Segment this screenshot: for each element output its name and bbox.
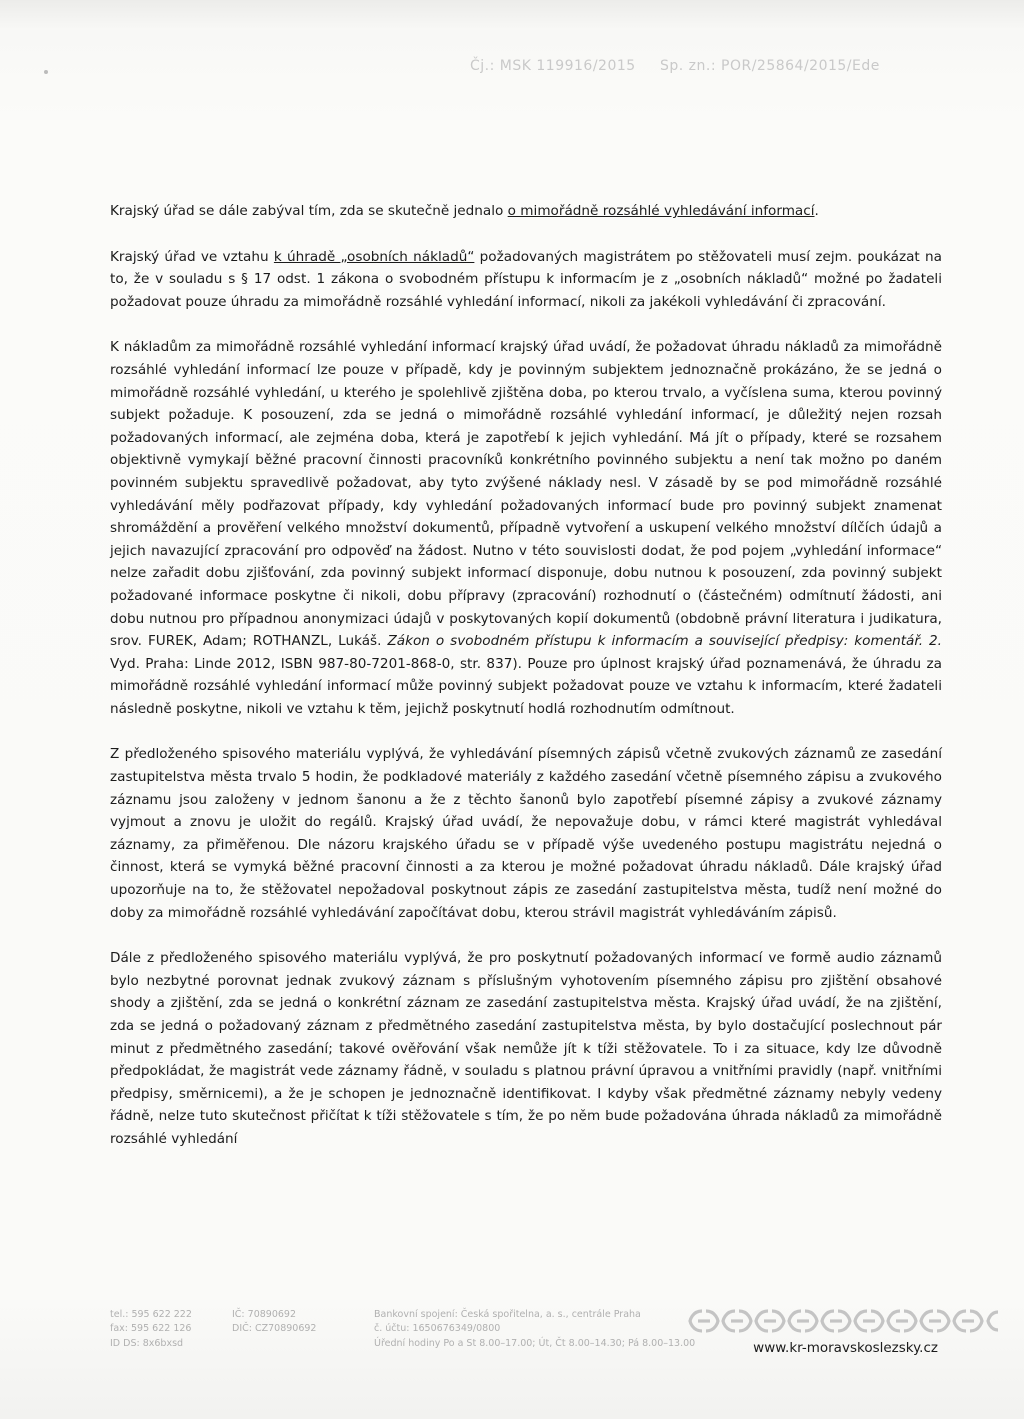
paragraph-3-citation: Zákon o svobodném přístupu k informacím a související předpisy: komentář. 2. [387,633,942,650]
paragraph-3 [110,336,942,720]
footer-office-hours: Úřední hodiny Po a St 8.00–17.00; Út, Čt 8.00–14.30; Pá 8.00–13.00 [374,1337,696,1349]
reference-number: Čj.: MSK 119916/2015 [470,58,636,74]
file-mark: Sp. zn.: POR/25864/2015/Ede [660,58,880,74]
paragraph-1-end: . [814,203,819,219]
paragraph-3-rest: Vyd. Praha: Linde 2012, ISBN 987-80-7201-868-0, str. 837). Pouze pro úplnost krajský úřad poznamenává, že úhradu za mimořádně rozsáhlé vyhledání informací může povinný subjekt požadovat pouze ve vztahu k informacím, které žadateli následně poskytne, nikoli ve vztahu k těm, jejichž poskytnutí hodlá rozhodnutím odmítnout. [110,655,942,717]
paragraph-1-text: Krajský úřad se dále zabýval tím, zda se skutečně jednalo [110,203,508,219]
paragraph-5: Dále z předloženého spisového materiálu vyplývá, že pro poskytnutí požadovaných informací ve formě audio záznamů bylo nezbytné porovnat jednak zvukový záznam s příslušným vyhotovením písemného zápisu pro zjištění obsahové shody a zjištění, zda se jedná o konkrétní záznam ze zasedání zastupitelstva města. Krajský úřad uvádí, že na zjištění, zda se jedná o požadovaný záznam z předmětného zasedání zastupitelstva města, by bylo dostačující poslechnout pár minut z předmětného zasedání; takové ověřování však nemůže jít k tíži stěžovatele. To i za situace, kdy lze důvodně předpokládat, že magistrát vede záznamy řádně, v souladu s platnou právní úpravou a vnitřními pravidly (např. vnitřními předpisy, směrnicemi), a že je schopen je jednoznačně identifikovat. I kdyby však předmětné záznamy nebyly vedeny řádně, nelze tuto skutečnost přičítat k tíži stěžovatele s tím, že po něm bude požadována úhrada nákladů za mimořádně rozsáhlé vyhledání [110,950,942,1147]
paragraph-2-underlined: k úhradě „osobních nákladů“ [273,248,475,265]
footer-account: č. účtu: 1650676349/0800 [374,1323,501,1335]
footer-data-box: ID DS: 8x6bxsd [110,1337,184,1349]
footer-bank [374,1308,695,1351]
footer-ic: IČ: 70890692 [232,1309,297,1320]
footer-contact [110,1308,192,1351]
footer-fax: fax: 595 622 126 [110,1323,192,1335]
footer-dic: DIČ: CZ70890692 [232,1323,317,1335]
paragraph-3-text: K nákladům za mimořádně rozsáhlé vyhledání informací krajský úřad uvádí, že požadovat úhradu nákladů za mimořádně rozsáhlé vyhledání informací lze pouze v případě, kdy je povinným subjektem jednoznačně prokázáno, že se jedná o mimořádně rozsáhlé vyhledání, u kterého je spolehlivě zjištěna doba, po kterou trvalo, a vyčíslena suma, kterou povinný subjekt požaduje. K posouzení, zda se jedná o mimořádně rozsáhlé vyhledání informací, je důležitý nejen rozsah požadovaných informací, ale zejména doba, která je zapotřebí k jejich vyhledání. Má jít o případy, které se rozsahem objektivně vymykají běžné pracovní činnosti pracovníků konkrétního povinného subjektu a není tak možno po daném povinném subjektu spravedlivě požadovat, aby tyto zvýšené náklady nesl. V zásadě by se pod mimořádně rozsáhlé vyhledávání měly podřazovat případy, kdy vyhledání požadovaných informací bude pro povinný subjekt znamenat shromáždění a prověření velkého množství dokumentů, případně vytvoření a uskupení velkého množství dílčích údajů a jejich navazující zpracování pro odpověď na žádost. Nutno v této souvislosti dodat, že pod pojem „vyhledání informace“ nelze zařadit dobu zjišťování, zda povinný subjekt informací disponuje, dobu nutnou k posouzení, zda povinný subjekt požadované informace poskytne či nikoli, dobu přípravy (zpracování) rozhodnutí o (částečném) odmítnutí žádosti, ani dobu nutnou pro případnou anonymizaci údajů v poskytovaných kopií dokumentů (obdobně právní literatura i judikatura, srov. FUREK, Adam; ROTHANZL, Lukáš. [110,339,942,650]
paragraph-2-rest: požadovaných magistrátem po stěžovateli musí zejm. poukázat na to, že v souladu s § 17 odst. 1 zákona o svobodném přístupu k informacím je z „osobních nákladů“ možné po žadateli požadovat pouze úhradu za mimořádně rozsáhlé vyhledání informací, nikoli za jakékoli vyhledávání či zpracování. [110,248,942,310]
website-url: www.kr-moravskoslezsky.cz [753,1340,938,1356]
paragraph-2 [110,246,942,314]
paragraph-2-text: Krajský úřad ve vztahu [110,248,274,265]
document-reference-header [0,58,1024,86]
footer-phone: tel.: 595 622 222 [110,1309,192,1320]
document-body [110,200,942,1151]
region-logo-chain-icon [688,1307,1003,1335]
paragraph-1-underlined: o mimořádně rozsáhlé vyhledávání informací [507,203,815,219]
paragraph-1 [110,200,942,223]
paragraph-4: Z předloženého spisového materiálu vyplývá, že vyhledávání písemných zápisů včetně zvukových záznamů ze zasedání zastupitelstva města trvalo 5 hodin, že podkladové materiály z každého zasedání včetně písemného zápisu a zvukového záznamu jsou založeny v jednom šanonu a že z těchto šanonů bylo zapotřebí písemné zápisy a zvukové záznamy vyjmout a znovu je uložit do regálů. Krajský úřad uvádí, že nepovažuje dobu, v rámci které magistrát vyhledával záznamy, za přiměřenou. Dle názoru krajského úřadu se v případě výše uvedeného postupu magistrátu nejedná o činnost, která se vymyká běžné pracovní činnosti a za kterou je možné požadovat úhradu nákladů. Dále krajský úřad upozorňuje na to, že stěžovatel nepožadoval poskytnout zápis ze zasedání zastupitelstva města, tudíž není možné do doby za mimořádně rozsáhlé vyhledávání započítávat dobu, kterou strávil magistrát vyhledáváním zápisů. [110,746,942,921]
footer-bank-name: Bankovní spojení: Česká spořitelna, a. s., centrále Praha [374,1309,641,1320]
footer-ids [232,1308,316,1337]
